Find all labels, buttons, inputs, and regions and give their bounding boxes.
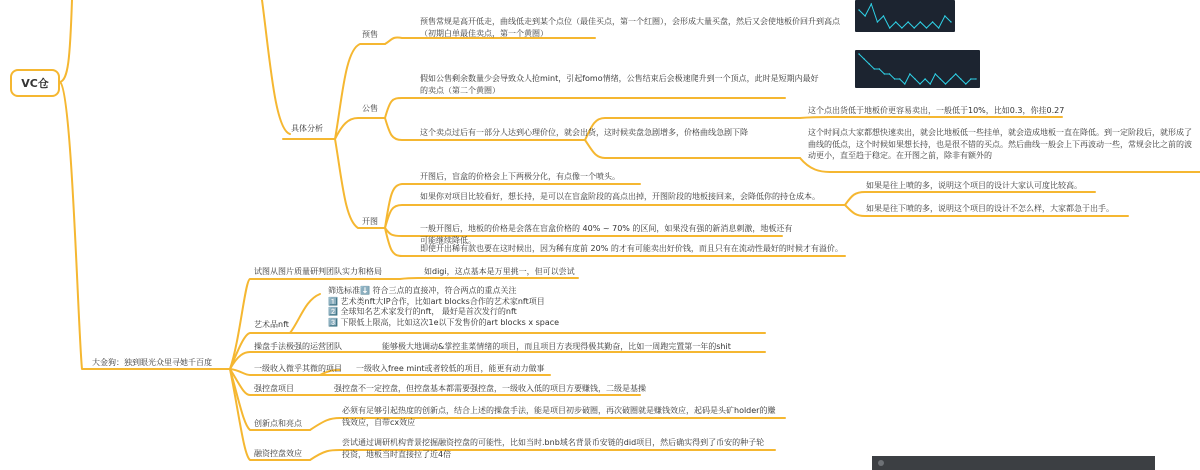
art-nft-criteria <box>328 286 608 328</box>
public-sale-sub-2: 这个时间点大家都想快速卖出，就会比地板低一些挂单，就会造成地板一直在降低。到一定阶段后，就形成了曲线的低点，这个时候如果想长持，也是很不错的买点。然后曲线一般会上下再波动一些，常规会比之前的波动更小，直至趋于稳定。在开图之前，除非有额外的 <box>808 128 1192 160</box>
chart-point <box>883 15 884 16</box>
chart-point <box>935 73 936 74</box>
chart-point <box>914 27 915 28</box>
chart-point <box>938 27 939 28</box>
controlled-label[interactable]: 强控盘项目 <box>254 384 294 393</box>
public-sale-label[interactable]: 公售 <box>362 104 378 113</box>
chart-point <box>965 83 966 84</box>
art-nft-line-1: 筛选标准⬇️ 符合三点的直接冲，符合两点的重点关注 <box>328 286 517 295</box>
chart-point <box>930 83 931 84</box>
golden-dog-label[interactable]: 大金狗：独到眼光众里寻她千百度 <box>92 358 212 367</box>
chart-point <box>874 68 875 69</box>
chart-point <box>894 78 895 79</box>
public-sale-chart-thumbnail[interactable] <box>855 50 980 88</box>
bottom-toolbar[interactable] <box>872 456 1155 470</box>
chart-point <box>879 68 880 69</box>
public-sale-text-2: 这个卖点过后有一部分人达到心理价位，就会出货，这时候卖盘急剧增多，价格曲线急剧下降 <box>420 128 748 137</box>
chart-point <box>920 21 921 22</box>
chart-point <box>858 9 859 10</box>
chart-point <box>950 21 951 22</box>
primary-income-text: 一级收入free mint或者较低的项目，能更有动力做事 <box>356 364 545 373</box>
art-quality-text: 如digi，这点基本是万里挑一，但可以尝试 <box>424 267 575 276</box>
reveal-text-4: 即使开出稀有款也要在这时候出，因为稀有度前 20% 的才有可能卖出好价钱，而且只有在流动性最好的时候才有溢价。 <box>420 244 843 253</box>
analysis-label[interactable]: 具体分析 <box>291 124 323 133</box>
chart-point <box>960 78 961 79</box>
chart-point <box>899 78 900 79</box>
chart-point <box>944 15 945 16</box>
primary-income-label[interactable]: 一级收入微乎其微的项目 <box>254 364 342 373</box>
reveal-text-2: 如果你对项目比较看好，想长持，是可以在盲盒阶段的高点出掉，开图阶段的地板接回来，会降低你的持仓成本。 <box>420 192 820 201</box>
chart-point <box>869 63 870 64</box>
presale-chart <box>855 0 955 32</box>
chart-point <box>970 78 971 79</box>
chart-point <box>904 83 905 84</box>
reveal-text-3: 一般开图后，地板的价格是会落在盲盒价格的 40% ~ 70% 的区间，如果没有强的新消息刺激，地板还有可能继续降低。 <box>420 224 793 245</box>
chart-point <box>914 78 915 79</box>
public-sale-chart <box>855 50 980 88</box>
chart-point <box>889 27 890 28</box>
chart-point <box>884 73 885 74</box>
chart-point <box>909 73 910 74</box>
presale-text: 预售常规是高开低走，曲线低走到某个点位（最佳买点，第一个红圈），会形成大量买盘，然后又会使地板价回升到高点（初期白单最佳卖点，第一个黄圈） <box>420 17 840 38</box>
reveal-label[interactable]: 开图 <box>362 217 378 226</box>
chart-point <box>877 21 878 22</box>
chart-point <box>950 78 951 79</box>
controlled-text: 强控盘不一定控盘，但控盘基本都需要强控盘，一级收入低的项目方要赚钱，二级是基操 <box>334 384 646 393</box>
chart-point <box>955 73 956 74</box>
chart-point <box>932 21 933 22</box>
chart-point <box>924 78 925 79</box>
reveal-text-1: 开图后，盲盒的价格会上下两极分化，有点像一个喷头。 <box>420 172 620 181</box>
chart-series-line <box>859 4 951 28</box>
innovation-label[interactable]: 创新点和亮点 <box>254 419 302 428</box>
presale-chart-thumbnail[interactable] <box>855 0 955 32</box>
art-nft-label[interactable]: 艺术品nft <box>254 320 289 329</box>
reveal-sub-1: 如果是往上喷的多，说明这个项目的设计大家认可度比较高。 <box>866 181 1082 190</box>
chart-point <box>926 27 927 28</box>
chart-point <box>895 21 896 22</box>
chart-point <box>945 83 946 84</box>
chart-point <box>871 3 872 4</box>
chart-point <box>864 15 865 16</box>
art-quality-label[interactable]: 试图从图片质量研判团队实力和格局 <box>254 267 382 276</box>
art-nft-line-2: 1️⃣ 艺术类nft大IP合作，比如art blocks合作的艺术家nft项目 <box>328 296 545 306</box>
art-nft-line-3: 2️⃣ 全球知名艺术家发行的nft， 最好是首次发行的nft <box>328 307 517 316</box>
chart-point <box>940 78 941 79</box>
chart-point <box>975 78 976 79</box>
operations-text: 能够极大地调动&掌控韭菜情绪的项目，而且项目方表现得极其勤奋，比如一周跑完置第一年的shit <box>382 342 731 351</box>
chart-point <box>863 58 864 59</box>
chart-point <box>919 83 920 84</box>
reveal-sub-2: 如果是往下喷的多，说明这个项目的设计不怎么样，大家都急于出手。 <box>866 204 1114 213</box>
funding-text: 尝试通过调研机构背景挖掘融资控盘的可能性，比如当时.bnb域名背景币安链的did项目，然后确实得到了币安的种子轮投资，地板当时直接拉了近4倍 <box>342 438 765 459</box>
chart-point <box>889 73 890 74</box>
funding-label[interactable]: 融资控盘效应 <box>254 449 302 458</box>
innovation-text: 必须有足够引起热度的创新点，结合上述的操盘手法，能是项目初步破圈，再次破圈就是赚钱效应，起码是头矿holder的赚钱效应，自带cx效应 <box>342 406 776 427</box>
chart-series-line <box>859 54 976 84</box>
root-node[interactable] <box>10 69 60 97</box>
root-label: VC仓 <box>21 77 49 90</box>
public-sale-text-1: 假如公售剩余数量少会导致众人抢mint，引起fomo情绪，公售结束后会极速爬升到一个顶点，此时是短期内最好的卖点（第二个黄圈） <box>420 74 819 95</box>
chart-point <box>901 27 902 28</box>
presale-label[interactable]: 预售 <box>362 30 378 39</box>
public-sale-sub-1: 这个点出货低于地板价更容易卖出，一般低于10%，比如0.3，你挂0.27 <box>808 106 1065 115</box>
art-nft-line-4: 3️⃣ 下限低上限高，比如这次1e以下发售价的art blocks x space <box>328 317 560 327</box>
chart-point <box>907 21 908 22</box>
toolbar-dot-icon <box>878 460 884 466</box>
chart-point <box>858 53 859 54</box>
operations-label[interactable]: 操盘手法极强的运营团队 <box>254 342 342 351</box>
